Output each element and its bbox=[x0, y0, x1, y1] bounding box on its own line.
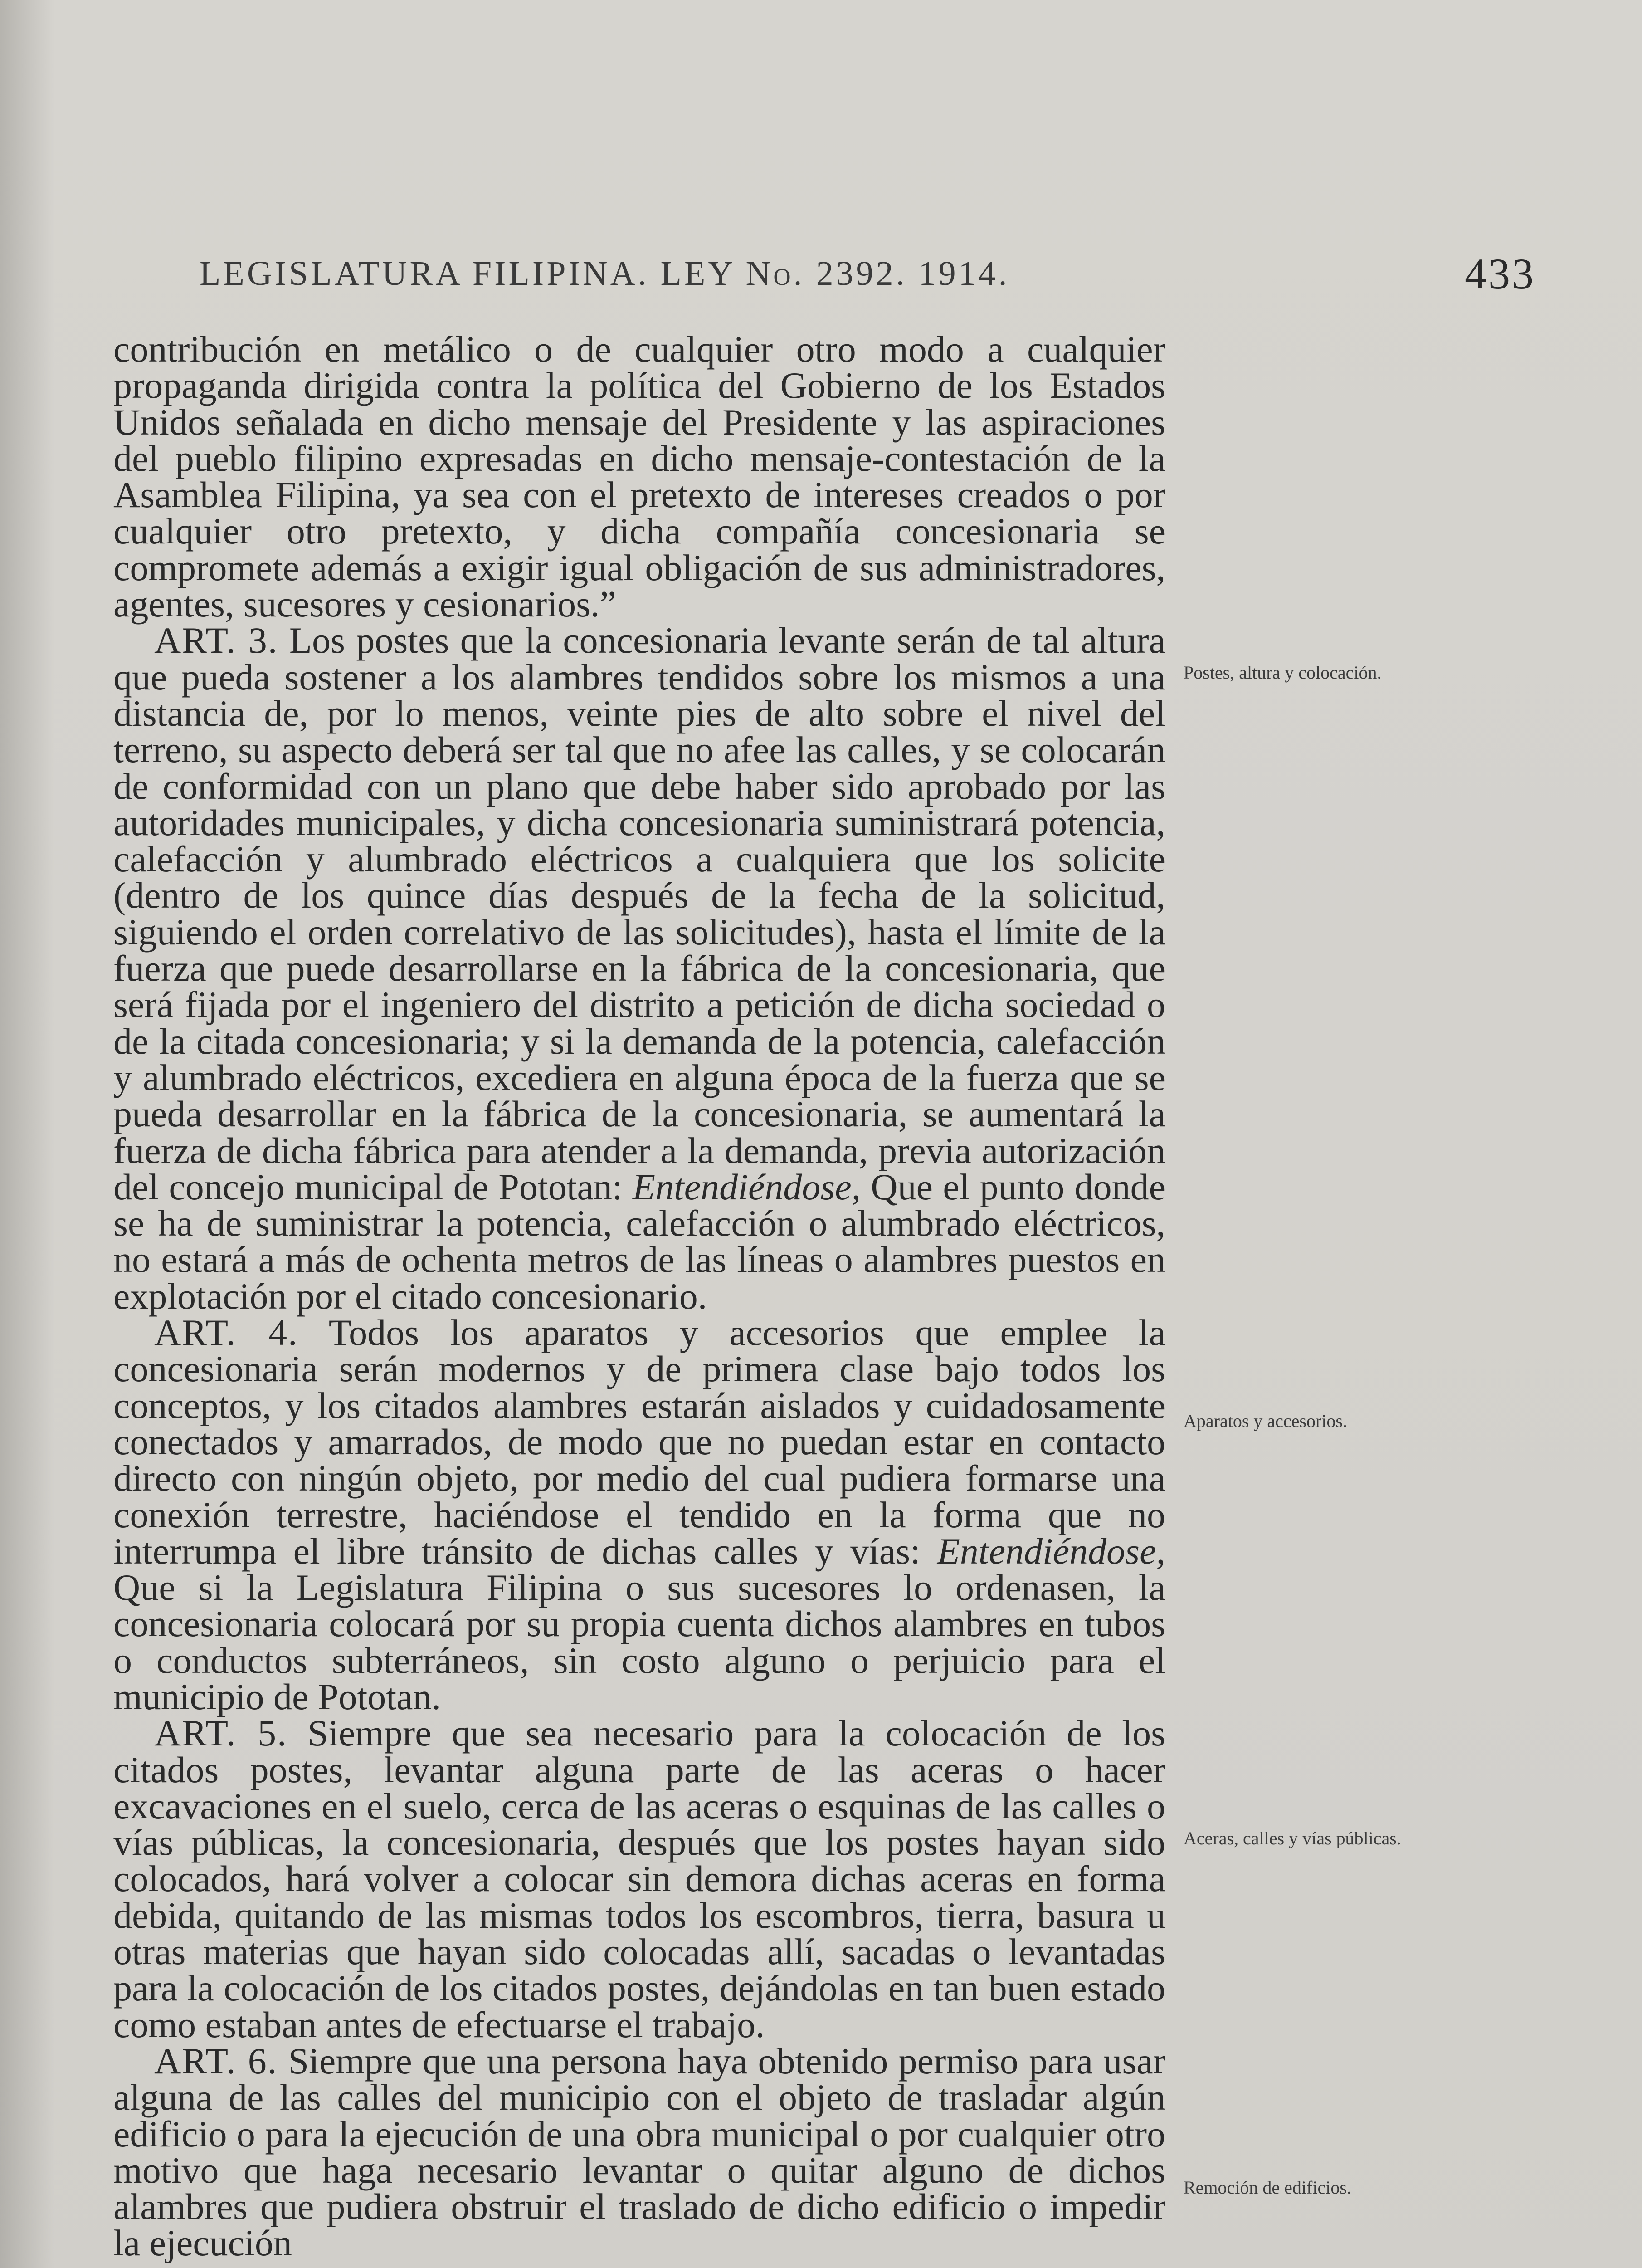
article-3-text-b: Que el punto donde se ha de suministrar la potencia, calefacción o alumbrado eléctricos, no estará a más de ochenta metros de las líneas o alambres puestos en explotación por el citado concesionario. bbox=[113, 1166, 1166, 1317]
article-6-text: Siempre que una persona haya obtenido permiso para usar alguna de las calles del municipio con el objeto de trasladar algún edificio o para la ejecución de una obra municipal o por cualquier otro motivo que haga necesario levantar o quitar alguno de dichos alambres que pudiera obstruir el traslado de dicho edificio o impedir la ejecución bbox=[113, 2040, 1165, 2264]
article-5-text: Siempre que sea necesario para la colocación de los citados postes, levantar alguna parte de las aceras o hacer excavaciones en el suelo, cerca de las aceras o esquinas de las calles o vías públicas, la concesionaria, después que los postes hayan sido colocados, hará volver a colocar sin demora dichas aceras en forma debida, quitando de las mismas todos los escombros, tierra, basura u otras materias que hayan sido colocadas allí, sacadas o levantadas para la colocación de los citados postes, dejándolas en tan buen estado como estaban antes de efectuarse el trabajo. bbox=[113, 1712, 1165, 2045]
page-number: 433 bbox=[1465, 249, 1535, 298]
body-text bbox=[113, 328, 1166, 2264]
margin-note-aparatos: Aparatos y accesorios. bbox=[1184, 1411, 1347, 1431]
article-4 bbox=[113, 1312, 1165, 1717]
margin-note-remocion: Remoción de edificios. bbox=[1184, 2177, 1351, 2198]
article-5-label: ART. 5. bbox=[154, 1712, 287, 1754]
article-3-text-a: Los postes que la concesionaria levante serán de tal altura que pueda sostener a los alambres tendidos sobre los mismos a una distancia de, por lo menos, veinte pies de alto sobre el nivel del terreno, su aspecto deberá ser tal que no afee las calles, y se colocarán de conformidad con un plano que debe haber sido aprobado por las autoridades municipales, y dicha concesionaria suministrará potencia, calefacción y alumbrado eléctricos a cualquiera que los solicite (dentro de los quince días después de la fecha de la solicitud, siguiendo el orden correlativo de las solicitudes), hasta el límite de la fuerza que puede desarrollarse en la fábrica de la concesionaria, que será fijada por el ingeniero del distrito a petición de dicha sociedad o de la citada concesionaria; y si la demanda de la potencia, calefacción y alumbrado eléctricos, excediera en alguna época de la fuerza que se pueda desarrollar en la fábrica de la concesionaria, se aumentará la fuerza de dicha fábrica para atender a la demanda, previa autorización del concejo municipal de Pototan: bbox=[113, 620, 1165, 1207]
article-4-label: ART. 4. bbox=[154, 1312, 298, 1354]
article-4-italic: Entendiéndose, bbox=[937, 1530, 1165, 1572]
article-6-label: ART. 6. bbox=[154, 2040, 278, 2082]
running-header: LEGISLATURA FILIPINA. LEY No. 2392. 1914. bbox=[200, 254, 1010, 293]
article-4-text-a: Todos los aparatos y accesorios que emplee la concesionaria serán modernos y de primera clase bajo todos los conceptos, y los citados alambres estarán aislados y cuidadosamente conectados y amarrados, de modo que no puedan estar en contacto directo con ningún objeto, por medio del cual pudiera formarse una conexión terrestre, haciéndose el tendido en la forma que no interrumpa el libre tránsito de dichas calles y vías: bbox=[113, 1312, 1165, 1572]
binding-shadow bbox=[0, 0, 54, 2268]
article-3 bbox=[113, 622, 1165, 1315]
article-5 bbox=[113, 1712, 1165, 2045]
paragraph-continuation: contribución en metálico o de cualquier otro modo a cualquier propaganda dirigida contra la política del Gobierno de los Estados Unidos señalada en dicho mensaje del Presidente y las aspiraciones del pueblo filipino expresadas en dicho mensaje-contestación de la Asamblea Filipina, ya sea con el pretexto de intereses creados o por cualquier otro pretexto, y dicha compañía concesionaria se compromete además a exigir igual obligación de sus administradores, agentes, sucesores y cesionarios.” bbox=[113, 328, 1165, 625]
margin-note-aceras: Aceras, calles y vías públicas. bbox=[1184, 1828, 1401, 1848]
article-3-italic: Entendiéndose, bbox=[632, 1166, 861, 1207]
article-6 bbox=[113, 2040, 1165, 2264]
article-4-text-b: Que si la Legislatura Filipina o sus sucesores lo ordenasen, la concesionaria colocará por su propia cuenta dichos alambres en tubos o conductos subterráneos, sin costo alguno o perjuicio para el municipio de Pototan. bbox=[113, 1567, 1165, 1717]
margin-note-postes: Postes, altura y colocación. bbox=[1184, 662, 1382, 683]
article-3-label: ART. 3. bbox=[154, 620, 278, 661]
